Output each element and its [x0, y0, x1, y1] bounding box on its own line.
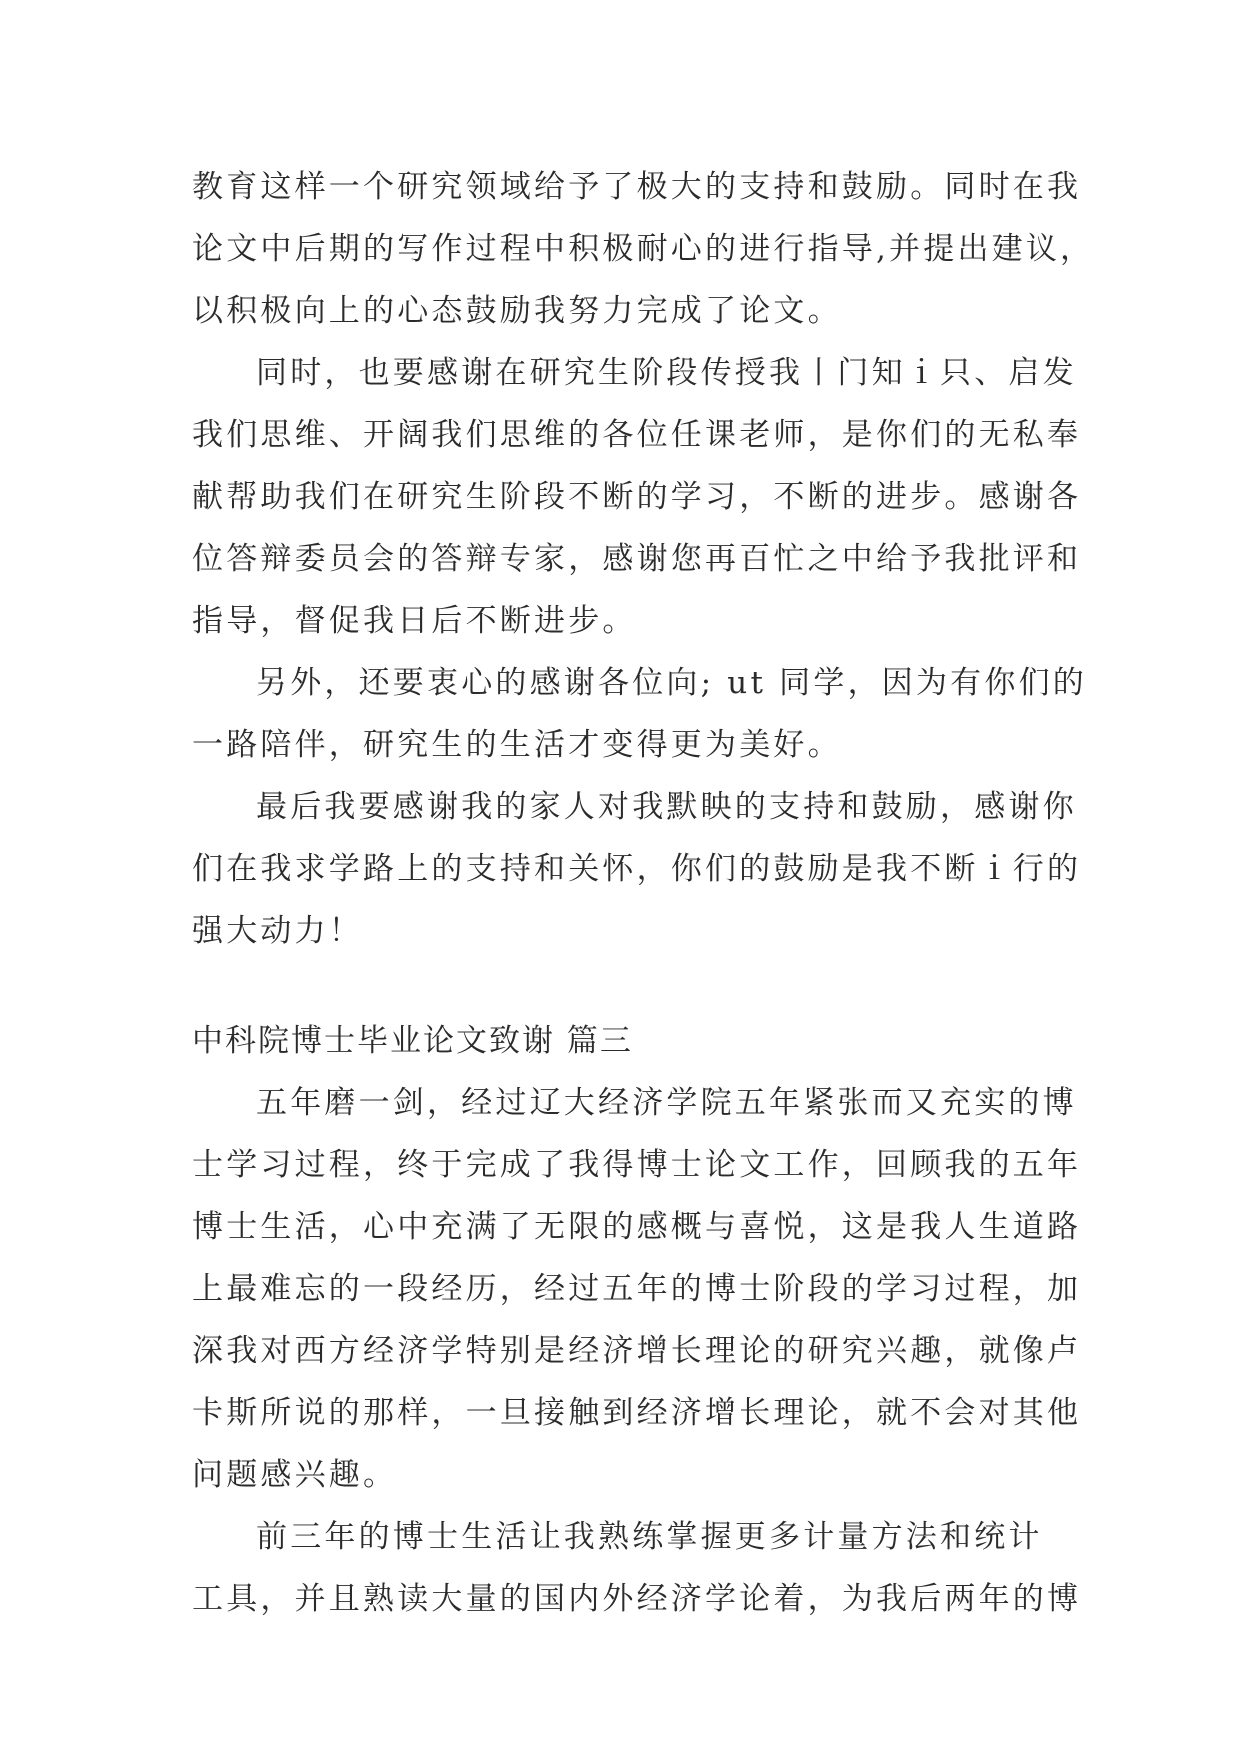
paragraph-line: 上最难忘的一段经历，经过五年的博士阶段的学习过程，加: [192, 1271, 1082, 1307]
paragraph-line: 工具，并且熟读大量的国内外经济学论着，为我后两年的博: [192, 1581, 1082, 1617]
paragraph-line: 前三年的博士生活让我熟练掌握更多计量方法和统计: [256, 1519, 1043, 1555]
section-heading: 中科院博士毕业论文致谢 篇三: [192, 1023, 633, 1059]
paragraph-line: 一路陪伴，研究生的生活才变得更为美好。: [192, 727, 842, 763]
paragraph-line: 指导，督促我日后不断进步。: [192, 603, 637, 639]
paragraph-line: 同时，也要感谢在研究生阶段传授我丨门知ｉ只、启发: [256, 355, 1077, 391]
paragraph-line: 论文中后期的写作过程中积极耐心的进行指导,并提出建议，: [192, 231, 1095, 267]
paragraph-line: 献帮助我们在研究生阶段不断的学习，不断的进步。感谢各: [192, 479, 1082, 515]
paragraph-line: 教育这样一个研究领域给予了极大的支持和鼓励。同时在我: [192, 169, 1082, 205]
paragraph-line: 士学习过程，终于完成了我得博士论文工作，回顾我的五年: [192, 1147, 1082, 1183]
paragraph-line: 另外，还要衷心的感谢各位向; ut 同学，因为有你们的: [256, 665, 1087, 701]
paragraph-line: 位答辩委员会的答辩专家，感谢您再百忙之中给予我批评和: [192, 541, 1082, 577]
paragraph-line: 最后我要感谢我的家人对我默眏的支持和鼓励，感谢你: [256, 789, 1077, 825]
paragraph-line: 强大动力！: [192, 913, 363, 949]
paragraph-line: 五年磨一剑，经过辽大经济学院五年紧张而又充实的博: [256, 1085, 1077, 1121]
paragraph-line: 深我对西方经济学特别是经济增长理论的研究兴趣，就像卢: [192, 1333, 1082, 1369]
paragraph-line: 卡斯所说的那样，一旦接触到经济增长理论，就不会对其他: [192, 1395, 1082, 1431]
paragraph-line: 们在我求学路上的支持和关怀，你们的鼓励是我不断ｉ行的: [192, 851, 1082, 887]
paragraph-line: 博士生活，心中充满了无限的感概与喜悦，这是我人生道路: [192, 1209, 1082, 1245]
paragraph-line: 以积极向上的心态鼓励我努力完成了论文。: [192, 293, 842, 329]
paragraph-line: 我们思维、开阔我们思维的各位任课老师，是你们的无私奉: [192, 417, 1082, 453]
paragraph-line: 问题感兴趣。: [192, 1457, 398, 1493]
